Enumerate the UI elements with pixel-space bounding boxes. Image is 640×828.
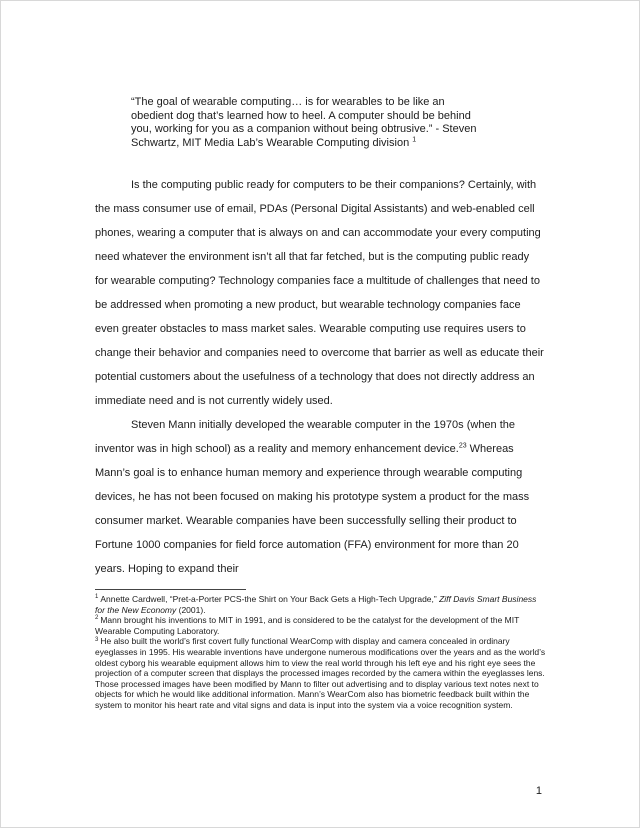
footnote-ref-1: 1 <box>412 135 417 143</box>
paragraph-2 <box>95 413 545 581</box>
page-number: 1 <box>535 785 542 797</box>
paragraph-1 <box>95 173 545 413</box>
footnote-1-text-end: (2001). <box>176 604 206 615</box>
paragraph-1-text: Is the computing public ready for computers to be their companions? Certainly, with the mass consumer use of email, PDAs (Personal Digital Assistants) and web-enabled cell phones, wearing a computer that is always on and can accommodate your every computing need whatever the environment isn’t all that far fetched, but is the computing public ready for wearable computing? Technology companies face a multitude of challenges that need to be addressed when promoting a new product, but wearable technology companies face even greater obstacles to mass market sales. Wearable computing use requires users to change their behavior and companies need to overcome that barrier as well as educate their potential customers about the usefulness of a technology that does not directly address an immediate need and is not currently widely used. <box>95 179 544 407</box>
footnote-separator <box>95 589 246 590</box>
paragraph-2-text-after-ref: Whereas Mann’s goal is to enhance human memory and experience through wearable computing devices, he has not been focused on making his prototype system a product for the mass consumer market. Wearable companies have been successfully selling their product to Fortune 1000 companies for field force automation (FFA) environment for more than 20 years. Hoping to expand their <box>95 443 530 575</box>
footnote-2-marker: 2 <box>95 615 99 622</box>
footnote-ref-2-3: 23 <box>458 442 467 450</box>
footnote-3-marker: 3 <box>95 636 99 643</box>
quote-text: “The goal of wearable computing… is for wearables to be like an obedient dog that’s learned how to heel. A computer should be behind you, working for you as a companion without being obtrusive.” - Steven Schwartz, MIT Media Lab’s Wearable Computing division <box>131 96 477 149</box>
footnote-1 <box>95 594 547 615</box>
footnote-1-text-italic: Ziff Davis Smart Business for the New Economy <box>95 594 537 615</box>
paragraph-2-text-before-ref: Steven Mann initially developed the wearable computer in the 1970s (when the inventor was in high school) as a reality and memory enhancement device. <box>95 419 516 455</box>
footnotes-section <box>95 594 547 711</box>
footnote-1-text-plain: Annette Cardwell, “Pret-a-Porter PCS-the Shirt on Your Back Gets a High-Tech Upgrade,” <box>100 594 440 604</box>
footnote-3-text: He also built the world’s first covert fully functional WearComp with display and camera concealed in ordinary eyeglasses in 1995. His wearable inventions have undergone numerous modifications over the years and as the world’s oldest cyborg his wearable equipment allows him to view the real world through his left eye and his right eye sees the projection of a computer screen that displays the processed images recorded by the camera within the eyeglasses lens. Those processed images have been modified by Mann to filter out advertising and to display various text notes next to objects for which he would like additional information. Mann’s WearCom also has biometric feedback built within the system to monitor his heart rate and vital signs and data is input into the system via a voice recognition system. <box>95 636 546 710</box>
footnote-2-text: Mann brought his inventions to MIT in 1991, and is considered to be the catalyst for the development of the MIT Wearable Computing Laboratory. <box>95 615 520 636</box>
block-quote <box>131 96 489 150</box>
footnote-3 <box>95 636 547 710</box>
footnote-1-marker: 1 <box>95 594 99 601</box>
footnote-2 <box>95 615 547 636</box>
page-content <box>1 1 639 711</box>
